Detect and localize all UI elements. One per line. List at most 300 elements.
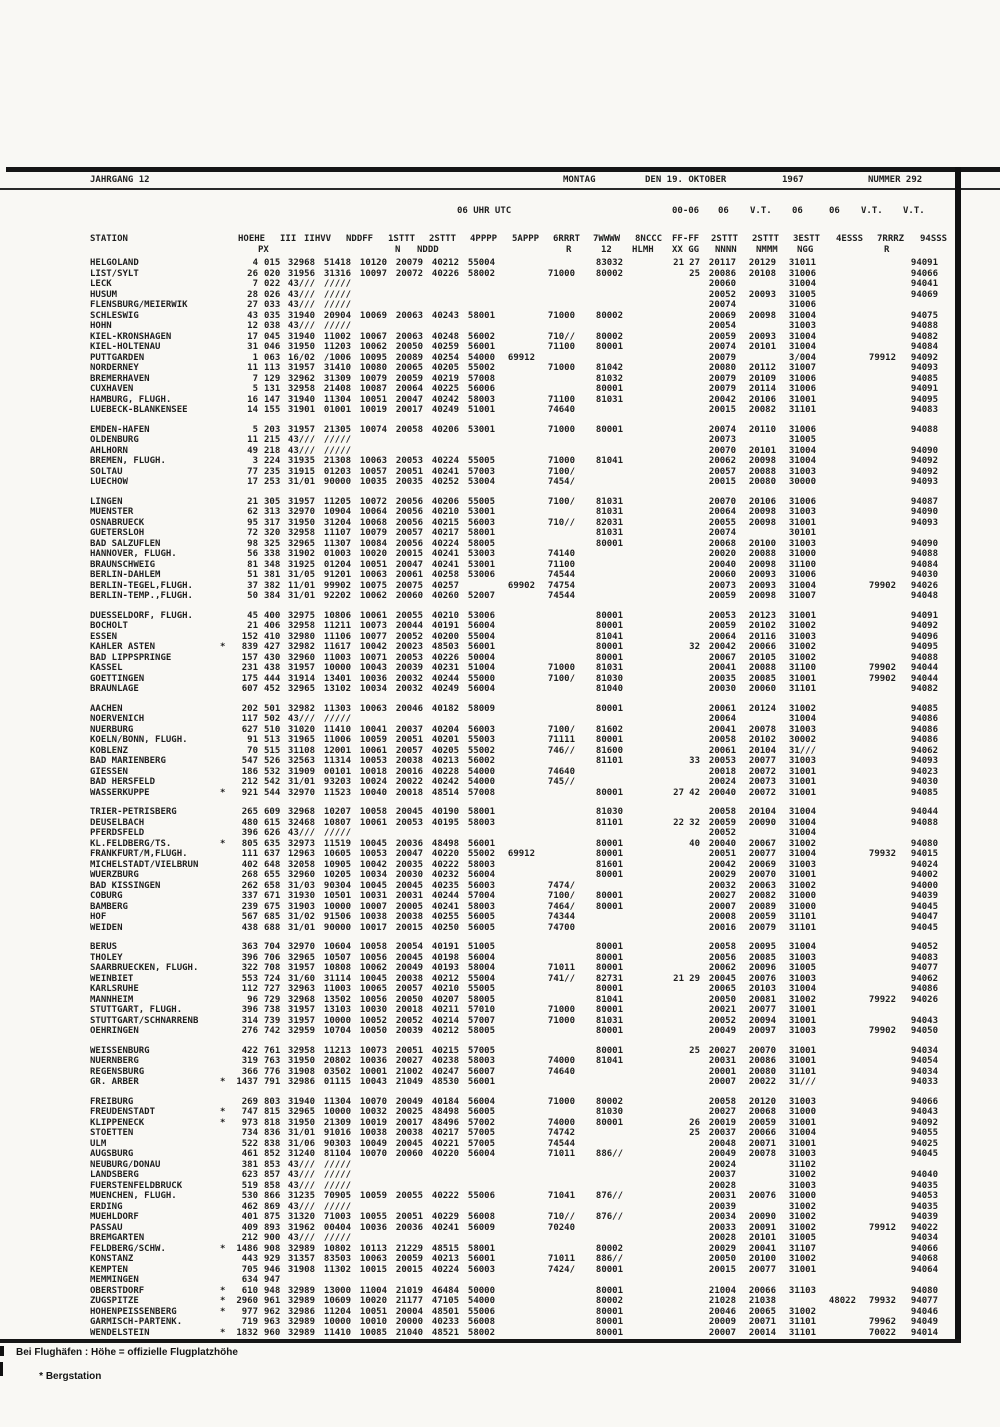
col-2sttt-nmmm: 20106	[748, 496, 776, 507]
table-row	[90, 653, 938, 664]
col-2sttt: 20060	[395, 1149, 423, 1159]
col-hoehe: 1486	[236, 1243, 258, 1254]
col-iii: 313	[264, 507, 281, 517]
bergstation-flag	[220, 912, 234, 923]
col-6rrrt	[507, 425, 535, 436]
col-iii: 513	[264, 735, 281, 745]
col-6rrrt	[507, 258, 535, 269]
col-4pppp: 40193	[431, 963, 459, 973]
col-iii: 035	[264, 310, 281, 321]
col-iii: 026	[264, 289, 281, 300]
col-ff-xx	[672, 269, 684, 280]
border-top	[6, 167, 1000, 172]
col-6rrrt	[507, 746, 535, 757]
col-6rrrt	[507, 456, 535, 467]
station-group	[90, 1046, 938, 1088]
col-iii: 946	[264, 1264, 281, 1275]
col-4esss	[828, 777, 856, 788]
col-nddff: 20802	[323, 1056, 351, 1066]
col-7rrrz	[868, 1118, 896, 1129]
col-iihvv: 31108	[287, 745, 315, 756]
col-4esss	[828, 611, 856, 622]
col-4pppp	[431, 1202, 459, 1213]
col-7rrrz	[868, 974, 896, 985]
bergstation-flag	[220, 507, 234, 518]
col-4esss	[828, 549, 856, 560]
col-8nccc: 80001	[595, 703, 623, 714]
col-2sttt: 20045	[395, 880, 423, 891]
col-ff-gg	[688, 1016, 700, 1027]
col-4pppp: 40215	[431, 1045, 459, 1056]
table-row	[90, 963, 938, 974]
col-94sss: 94088	[910, 652, 938, 663]
table-row	[90, 528, 938, 539]
col-7rrrz	[868, 549, 896, 560]
col-7wwww	[547, 1328, 575, 1339]
col-2sttt-nnnn: 20065	[708, 984, 736, 994]
station-name: BERUS	[90, 942, 118, 952]
col-6rrrt	[507, 818, 535, 829]
bergstation-flag	[220, 269, 234, 280]
col-8nccc: 886//	[595, 1254, 623, 1264]
col-7wwww	[547, 870, 575, 881]
col-8nccc	[595, 560, 623, 571]
col-2sttt: 20039	[395, 1026, 423, 1036]
col-ff-gg	[688, 923, 700, 934]
col-4esss	[828, 963, 856, 974]
col-iihvv: 31/01	[287, 922, 315, 933]
col-2sttt-nnnn: 20059	[708, 817, 736, 828]
col-1sttt: 10018	[359, 766, 387, 777]
col-94sss: 94044	[910, 673, 938, 684]
table-row	[90, 1170, 938, 1181]
col-8nccc: 81031	[595, 663, 623, 673]
col-94sss: 94041	[910, 279, 938, 289]
col-5appp: 58004	[467, 963, 495, 973]
col-iii: 739	[264, 1015, 281, 1026]
col-2sttt: 20015	[395, 549, 423, 559]
col-6rrrt	[507, 1056, 535, 1067]
col-7rrrz	[868, 1097, 896, 1108]
col-2sttt-nnnn: 20074	[708, 342, 736, 352]
col-7rrrz: 79902	[868, 663, 896, 673]
col-2sttt: 20045	[395, 807, 423, 817]
col-ff-xx	[672, 995, 684, 1006]
col-5appp: 56009	[467, 1222, 495, 1233]
col-4esss	[828, 321, 856, 332]
col-6rrrt	[507, 663, 535, 674]
col-4esss	[828, 714, 856, 725]
col-hoehe: 27	[247, 300, 258, 310]
col-hoehe: 314	[241, 1015, 258, 1026]
col-2sttt-nnnn: 20027	[708, 1107, 736, 1117]
col-3estt: 31003	[788, 756, 816, 766]
col-ff-gg	[688, 1265, 700, 1276]
col-2sttt	[395, 1160, 423, 1171]
col-4esss	[828, 1056, 856, 1067]
table-row	[90, 912, 938, 923]
col-ff-gg	[688, 446, 700, 457]
col-3estt: 31006	[788, 384, 816, 394]
col-6rrrt	[507, 1328, 535, 1339]
col-iii: 947	[264, 1275, 281, 1285]
col-iii: 671	[264, 891, 281, 901]
col-iii: 384	[264, 591, 281, 601]
col-2sttt-nnnn: 20029	[708, 870, 736, 880]
col-hoehe: 522	[241, 1138, 258, 1149]
col-ff-gg	[688, 290, 700, 301]
col-3estt: 31003	[788, 321, 816, 331]
col-ff-gg	[688, 777, 700, 788]
col-4esss	[828, 1275, 856, 1286]
bergstation-flag: *	[220, 1107, 226, 1117]
col-2sttt-nnnn: 20079	[708, 384, 736, 394]
col-2sttt-nmmm	[748, 1160, 776, 1171]
col-ff-gg	[688, 1170, 700, 1181]
col-1sttt: 10031	[359, 891, 387, 901]
col-7wwww	[547, 353, 575, 364]
bergstation-flag	[220, 756, 234, 767]
station-name: LECK	[90, 279, 112, 289]
col-4esss	[828, 870, 856, 881]
col-iihvv: 32058	[287, 859, 315, 870]
col-7rrrz: 79932	[868, 1296, 896, 1306]
bergstation-label: Bergstation	[45, 1371, 102, 1382]
col-7rrrz	[868, 984, 896, 995]
col-ff-xx	[672, 714, 684, 725]
col-iihvv: 31950	[287, 1117, 315, 1128]
col-iihvv: 43///	[287, 435, 315, 445]
col-hoehe: 1832	[236, 1327, 258, 1338]
col-8nccc: 80001	[595, 942, 623, 952]
col-ff-gg: 42	[689, 787, 700, 798]
col-ff-gg	[688, 849, 700, 860]
col-94sss: 94030	[910, 570, 938, 580]
col-1sttt: 10051	[359, 559, 387, 570]
col-8nccc	[595, 446, 623, 457]
col-1sttt: 10072	[359, 496, 387, 507]
col-94sss: 94043	[910, 1015, 938, 1026]
station-name: CUXHAVEN	[90, 384, 134, 394]
col-2sttt: 20023	[395, 642, 423, 652]
col-6rrrt	[507, 435, 535, 446]
col-7rrrz	[868, 425, 896, 436]
bergstation-flag	[220, 456, 234, 467]
col-nddff: 21408	[323, 384, 351, 394]
col-2sttt-nnnn: 21028	[708, 1296, 736, 1306]
col-nddff: 11211	[323, 621, 351, 631]
bergstation-flag	[220, 1149, 234, 1160]
col-6rrrt	[507, 1307, 535, 1318]
col-ff-xx	[672, 456, 684, 467]
col-7wwww	[547, 1181, 575, 1192]
col-4esss	[828, 290, 856, 301]
col-iihvv: 31/02	[287, 912, 315, 922]
col-iii: 658	[264, 880, 281, 891]
col-8nccc: 81031	[595, 528, 623, 538]
bergstation-flag	[220, 581, 234, 592]
col-2sttt-nmmm: 20071	[748, 1138, 776, 1149]
col-7wwww: 71011	[547, 1149, 575, 1159]
col-94sss: 94066	[910, 268, 938, 279]
col-2sttt-nmmm: 20124	[748, 703, 776, 714]
synop-group-header: 7RRRZ	[877, 234, 905, 244]
col-ff-xx	[672, 518, 684, 529]
col-8nccc	[595, 1170, 623, 1181]
station-group	[90, 611, 938, 695]
col-nddff: 01203	[323, 466, 351, 477]
col-2sttt-nmmm: 20090	[748, 817, 776, 828]
table-row	[90, 1223, 938, 1234]
col-2sttt: 20072	[395, 268, 423, 279]
station-name: LUEBECK-BLANKENSEE	[90, 405, 188, 415]
col-2sttt-nnnn: 20042	[708, 642, 736, 652]
col-4pppp: 47105	[431, 1296, 459, 1306]
col-6rrrt	[507, 684, 535, 695]
bergstation-flag	[220, 684, 234, 695]
col-2sttt-nnnn: 20042	[708, 394, 736, 405]
col-2sttt-nmmm: 20108	[748, 268, 776, 279]
col-ff-xx	[672, 881, 684, 892]
col-3estt: 31///	[788, 745, 816, 756]
col-3estt: 31005	[788, 963, 816, 973]
col-2sttt-nnnn: 20061	[708, 745, 736, 756]
col-ff-xx	[672, 1005, 684, 1016]
bergstation-flag	[220, 425, 234, 436]
col-5appp: 58003	[467, 859, 495, 870]
col-iii: 858	[264, 1180, 281, 1191]
col-7wwww: 710//	[547, 1212, 575, 1222]
col-iihvv: 31950	[287, 1056, 315, 1066]
col-1sttt	[359, 1181, 387, 1192]
table-row	[90, 942, 938, 953]
col-4pppp: 40224	[431, 1264, 459, 1275]
col-6rrrt	[507, 1077, 535, 1088]
station-name: BAMBERG	[90, 901, 128, 912]
col-ff-gg	[688, 342, 700, 353]
col-ff-gg	[688, 363, 700, 374]
col-2sttt: 20056	[395, 517, 423, 528]
col-8nccc: 81030	[595, 673, 623, 684]
col-94sss: 94064	[910, 1264, 938, 1275]
col-2sttt: 20053	[395, 652, 423, 663]
col-4esss	[828, 300, 856, 311]
bergstation-flag	[220, 1139, 234, 1150]
col-5appp: 56004	[467, 952, 495, 963]
col-5appp: 51004	[467, 663, 495, 673]
col-nddff: 70905	[323, 1191, 351, 1201]
col-2sttt: 21177	[395, 1296, 423, 1306]
col-iihvv: 31950	[287, 342, 315, 352]
col-94sss: 94088	[910, 549, 938, 559]
col-7rrrz	[868, 1286, 896, 1297]
col-3estt: 31001	[788, 1056, 816, 1066]
col-hoehe: 4	[252, 258, 258, 268]
col-1sttt: 10074	[359, 424, 387, 435]
col-2sttt-nnnn: 20068	[708, 538, 736, 549]
station-name: GUETERSLOH	[90, 528, 145, 538]
col-8nccc: 81031	[595, 394, 623, 405]
col-iii: 960	[264, 1327, 281, 1338]
col-ff-xx	[672, 1077, 684, 1088]
col-2sttt: 21049	[395, 1077, 423, 1087]
table-row	[90, 1016, 938, 1027]
col-ff-gg	[688, 714, 700, 725]
col-7wwww: 71041	[547, 1191, 575, 1201]
col-1sttt: 10052	[359, 1015, 387, 1026]
footnote-flughafen: Bei Flughäfen : Höhe = offizielle Flugplatzhöhe	[16, 1347, 238, 1358]
col-7wwww	[547, 1296, 575, 1307]
col-iihvv: 31915	[287, 466, 315, 477]
station-name: HOF	[90, 912, 107, 922]
col-8nccc	[595, 1181, 623, 1192]
col-2sttt-nnnn: 20069	[708, 310, 736, 321]
col-4pppp: 40254	[431, 352, 459, 363]
col-7rrrz	[868, 642, 896, 653]
col-4pppp: 40217	[431, 528, 459, 538]
table-row	[90, 477, 938, 488]
col-hoehe: 319	[241, 1056, 258, 1066]
col-ff-xx	[672, 446, 684, 457]
col-6rrrt	[507, 539, 535, 550]
col-2sttt	[395, 279, 423, 290]
col-7rrrz: 79902	[868, 580, 896, 591]
synop-subgroup-header: HLMH	[632, 245, 654, 255]
station-name: REGENSBURG	[90, 1066, 145, 1077]
col-7wwww	[547, 818, 575, 829]
col-8nccc	[595, 767, 623, 778]
col-iihvv: 43///	[287, 1201, 315, 1212]
col-8nccc	[595, 1223, 623, 1234]
col-7rrrz	[868, 1160, 896, 1171]
col-2sttt-nnnn: 20027	[708, 891, 736, 901]
col-2sttt	[395, 1181, 423, 1192]
col-4esss	[828, 456, 856, 467]
col-4esss	[828, 384, 856, 395]
col-2sttt-nnnn: 20024	[708, 777, 736, 787]
col-5appp: 51005	[467, 942, 495, 952]
table-row	[90, 1233, 938, 1244]
bergstation-star: *	[39, 1371, 44, 1382]
col-hoehe: 212	[241, 777, 258, 787]
col-ff-xx	[672, 1181, 684, 1192]
col-94sss	[910, 828, 938, 839]
col-hoehe: 152	[241, 631, 258, 642]
col-2sttt-nmmm: 20104	[748, 745, 776, 756]
col-2sttt: 20035	[395, 859, 423, 870]
col-ff-gg	[688, 321, 700, 332]
col-5appp	[467, 1233, 495, 1244]
col-2sttt: 20039	[395, 663, 423, 673]
station-name: AACHEN	[90, 703, 123, 714]
col-2sttt-nmmm	[748, 528, 776, 539]
col-iihvv: 31940	[287, 331, 315, 342]
col-2sttt-nnnn: 20056	[708, 952, 736, 963]
col-3estt: 31002	[788, 1222, 816, 1233]
col-8nccc	[595, 467, 623, 478]
col-ff-xx	[672, 1191, 684, 1202]
col-1sttt: 10063	[359, 703, 387, 714]
col-5appp: 55005	[467, 456, 495, 466]
bergstation-flag	[220, 974, 234, 985]
col-iihvv: 11/01	[287, 580, 315, 591]
station-name: ESSEN	[90, 631, 118, 642]
col-7wwww	[547, 860, 575, 871]
col-ff-xx	[672, 1317, 684, 1328]
station-group	[90, 497, 938, 602]
bergstation-flag: *	[220, 1296, 226, 1306]
col-1sttt	[359, 1160, 387, 1171]
col-iihvv: 31240	[287, 1149, 315, 1159]
station-name: STOETTEN	[90, 1128, 134, 1138]
col-2sttt: 20046	[395, 703, 423, 714]
col-iii: 430	[264, 652, 281, 663]
col-hoehe: 3	[252, 456, 258, 466]
col-2sttt-nnnn: 20020	[708, 549, 736, 559]
col-7wwww	[547, 507, 575, 518]
col-iihvv: 32989	[287, 1317, 315, 1327]
col-2sttt-nnnn: 20049	[708, 1026, 736, 1036]
col-7rrrz	[868, 767, 896, 778]
col-3estt: 31004	[788, 714, 816, 724]
col-5appp: 55005	[467, 984, 495, 994]
col-2sttt-nnnn: 20086	[708, 268, 736, 279]
col-1sttt: 10020	[359, 1296, 387, 1306]
col-ff-gg	[688, 860, 700, 871]
col-8nccc: 80001	[595, 424, 623, 435]
col-iihvv: 31320	[287, 1212, 315, 1222]
col-3estt: 31004	[788, 849, 816, 859]
station-name: WUERZBURG	[90, 870, 139, 880]
col-nddff: 10808	[323, 963, 351, 973]
col-7wwww: 74640	[547, 405, 575, 415]
col-nddff: 10905	[323, 859, 351, 870]
col-2sttt-nmmm: 20014	[748, 1327, 776, 1338]
station-name: NEUBURG/DONAU	[90, 1159, 161, 1170]
col-ff-gg	[688, 1275, 700, 1286]
col-5appp: 56003	[467, 724, 495, 735]
col-iihvv: 32968	[287, 807, 315, 817]
col-4esss	[828, 839, 856, 850]
time-range-label: 00-06	[672, 206, 700, 216]
col-7rrrz	[868, 384, 896, 395]
col-1sttt: 10079	[359, 528, 387, 538]
col-7wwww: 71000	[547, 268, 575, 279]
col-2sttt-nnnn: 20060	[708, 279, 736, 289]
col-94sss: 94023	[910, 766, 938, 777]
col-7rrrz	[868, 467, 896, 478]
col-5appp: 57005	[467, 1138, 495, 1149]
col-2sttt-nmmm: 20098	[748, 456, 776, 466]
col-2sttt-nnnn	[708, 1275, 736, 1286]
col-94sss: 94014	[910, 1327, 938, 1338]
col-5appp: 58001	[467, 807, 495, 817]
col-94sss: 94033	[910, 1077, 938, 1087]
col-6rrrt	[507, 788, 535, 799]
col-ff-gg	[688, 1191, 700, 1202]
table-row	[90, 818, 938, 829]
col-4esss	[828, 1202, 856, 1213]
bergstation-flag	[220, 518, 234, 529]
col-4esss	[828, 528, 856, 539]
col-7wwww	[547, 1077, 575, 1088]
col-7wwww	[547, 384, 575, 395]
col-5appp: 57008	[467, 787, 495, 798]
table-row	[90, 425, 938, 436]
col-5appp: 57005	[467, 1045, 495, 1056]
col-8nccc: 81031	[595, 507, 623, 517]
bergstation-flag	[220, 477, 234, 488]
